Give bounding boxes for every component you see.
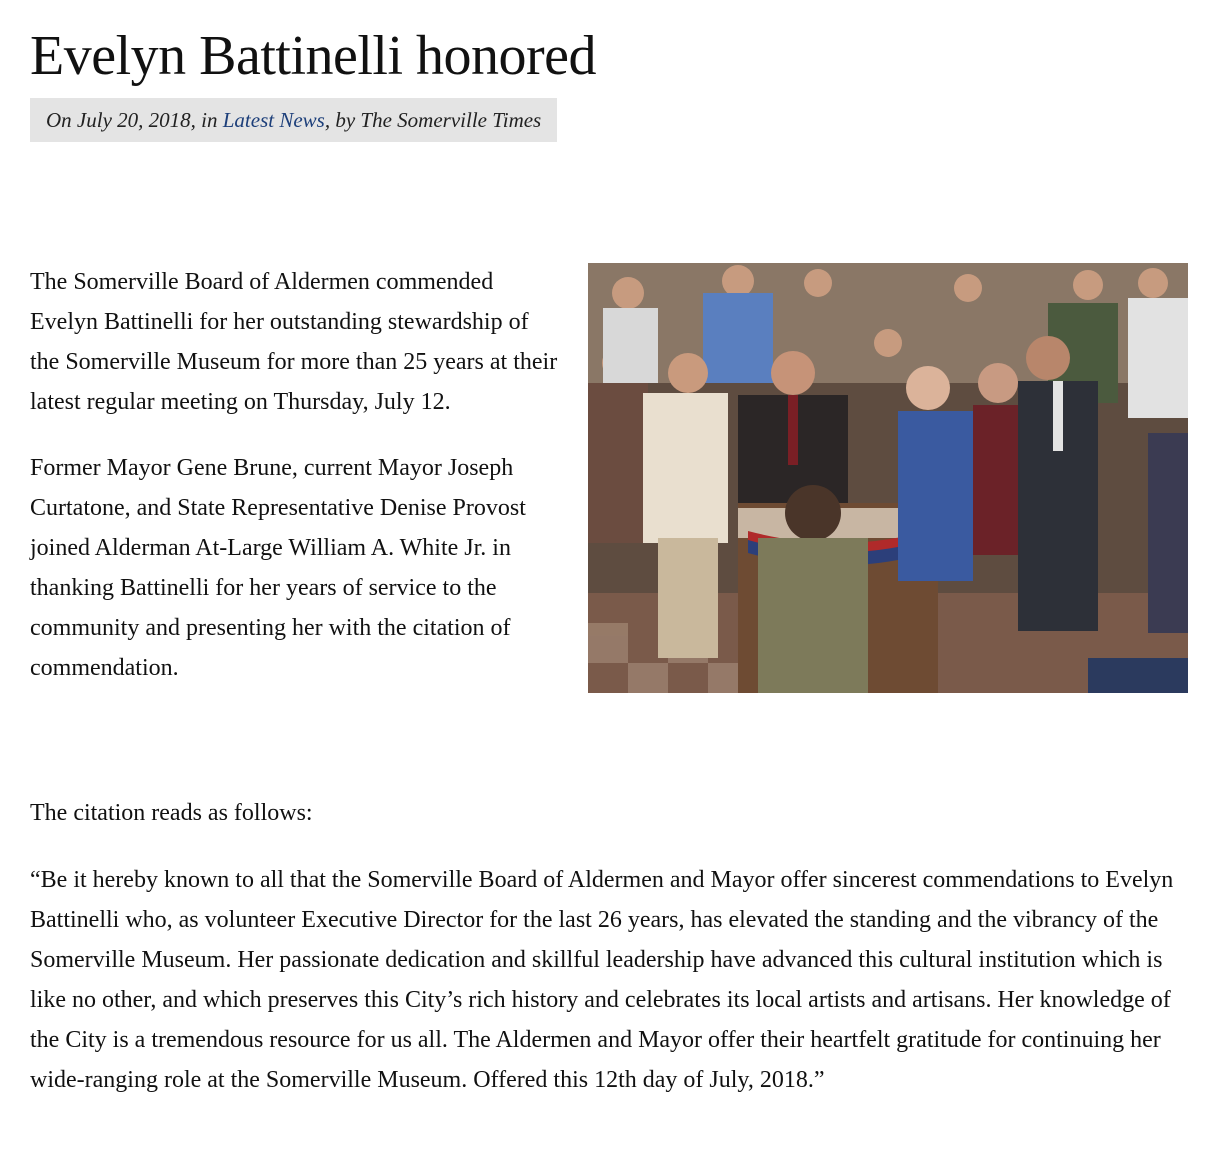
article-title: Evelyn Battinelli honored [30,25,597,87]
citation-text: “Be it hereby known to all that the Somerville Board of Aldermen and Mayor offer sincerest commendations to Evelyn Battinelli who, as volunteer Executive Director for the last 26 years, has elevated the standing and the vibrancy of the Somerville Museum. Her passionate dedication and skillful leadership have advanced this cultural institution which is like no other, and which preserves this City’s rich history and celebrates its local artists and artisans. Her knowledge of the City is a tremendous resource for us all. The Aldermen and Mayor offer their heartfelt gratitude for continuing her wide-ranging role at the Somerville Museum. Offered this 12th day of July, 2018.” [30,867,1174,1093]
category-link[interactable]: Latest News [222,108,325,132]
intro-column [30,262,560,714]
post-meta [30,98,557,142]
ceremony-photo [588,263,1188,693]
paragraph-1: The Somerville Board of Aldermen commended Evelyn Battinelli for her outstanding stewardship of the Somerville Museum for more than 25 years at their latest regular meeting on Thursday, July 12. [30,269,558,415]
post-meta-author: , by The Somerville Times [324,108,542,132]
paragraph-3: The citation reads as follows: [30,800,313,826]
post-meta-date: On July 20, 2018, in [46,108,223,132]
paragraph-2: Former Mayor Gene Brune, current Mayor Joseph Curtatone, and State Representative Denise Provost joined Alderman At-Large William A. White Jr. in thanking Battinelli for her years of service to the community and presenting her with the citation of commendation. [30,455,526,681]
